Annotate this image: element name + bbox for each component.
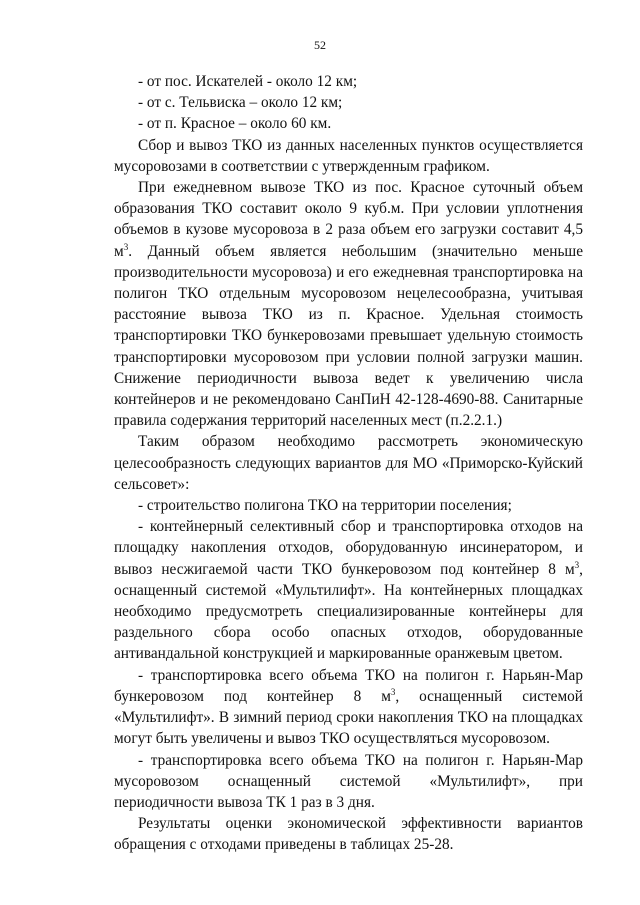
cubic-superscript: 3 xyxy=(123,241,129,252)
distance-item-iskateley: - от пос. Искателей - около 12 км; xyxy=(138,73,358,90)
option-bunker-transport xyxy=(114,665,583,750)
option-bunker-transport-text-a: - транспортировка всего объема ТКО на полигон г. Нарьян-Мар бункеровозом под контейнер 8 м xyxy=(114,666,583,705)
option-selective-collection-text-a: - контейнерный селективный сбор и транспортировка отходов на площадку накопления отходов, оборудованную инсинератором, и вывоз несжигаемой части ТКО бункеровозом под контейнер 8 м xyxy=(114,518,583,578)
option-selective-collection-text-b: , оснащенный системой «Мультилифт». На контейнерных площадках необходимо предусмотреть специализированные контейнеры для раздельного сбора особо опасных отходов, оборудованные антивандальной конструкцией и маркированные оранжевым цветом. xyxy=(114,560,583,663)
document-body xyxy=(114,71,583,856)
option-bunker-transport-text-b: , оснащенный системой «Мультилифт». В зимний период сроки накопления ТКО на площадках могут быть увеличены и вывоз ТКО осуществляться мусоровозом. xyxy=(114,687,583,748)
option-landfill-construction: - строительство полигона ТКО на территории поселения; xyxy=(138,497,512,515)
paragraph-collection: Сбор и вывоз ТКО из данных населенных пунктов осуществляется мусоровозами в соответствии с утвержденным графиком. xyxy=(114,136,583,175)
paragraph-daily-removal xyxy=(114,177,583,431)
cubic-superscript: 3 xyxy=(574,559,580,570)
distance-item-telviska: - от с. Тельвиска – около 12 км; xyxy=(138,94,343,112)
option-selective-collection xyxy=(114,516,583,664)
option-garbage-truck-transport: - транспортировка всего объема ТКО на полигон г. Нарьян-Мар мусоровозом оснащенный системой «Мультилифт», при периодичности вывоза ТК 1 раз в 3 дня. xyxy=(114,751,583,811)
distance-item-krasnoe: - от п. Красное – около 60 км. xyxy=(138,115,332,133)
cubic-superscript: 3 xyxy=(390,686,396,697)
page-number: 52 xyxy=(314,38,326,52)
paragraph-daily-removal-text-b: . Данный объем является небольшим (значительно меньше производительности мусоровоза) и его ежедневная транспортировка на полигон ТКО отдельным мусоровозом нецелесообразна, учитывая расстояние вывоза ТКО из п. Красное. Удельная стоимость транспортировки ТКО бункеровозами превышает удельную стоимость транспортировки мусоровозом при условии полной загрузки машин. Снижение периодичности вывоза ведет к увеличению числа контейнеров и не рекомендовано СанПиН 42-128-4690-88. Санитарные правила содержания территорий населенных мест (п.2.2.1.) xyxy=(114,242,583,430)
paragraph-options-intro: Таким образом необходимо рассмотреть экономическую целесообразность следующих вариантов для МО «Приморско-Куйский сельсовет»: xyxy=(114,433,583,493)
paragraph-daily-removal-text-a: При ежедневном вывозе ТКО из пос. Красное суточный объем образования ТКО составит около 9 куб.м. При условии уплотнения объемов в кузове мусоровоза в 2 раза объем его загрузки составит 4,5 м xyxy=(114,179,583,260)
paragraph-results: Результаты оценки экономической эффективности вариантов обращения с отходами приведены в таблицах 25-28. xyxy=(114,815,583,854)
